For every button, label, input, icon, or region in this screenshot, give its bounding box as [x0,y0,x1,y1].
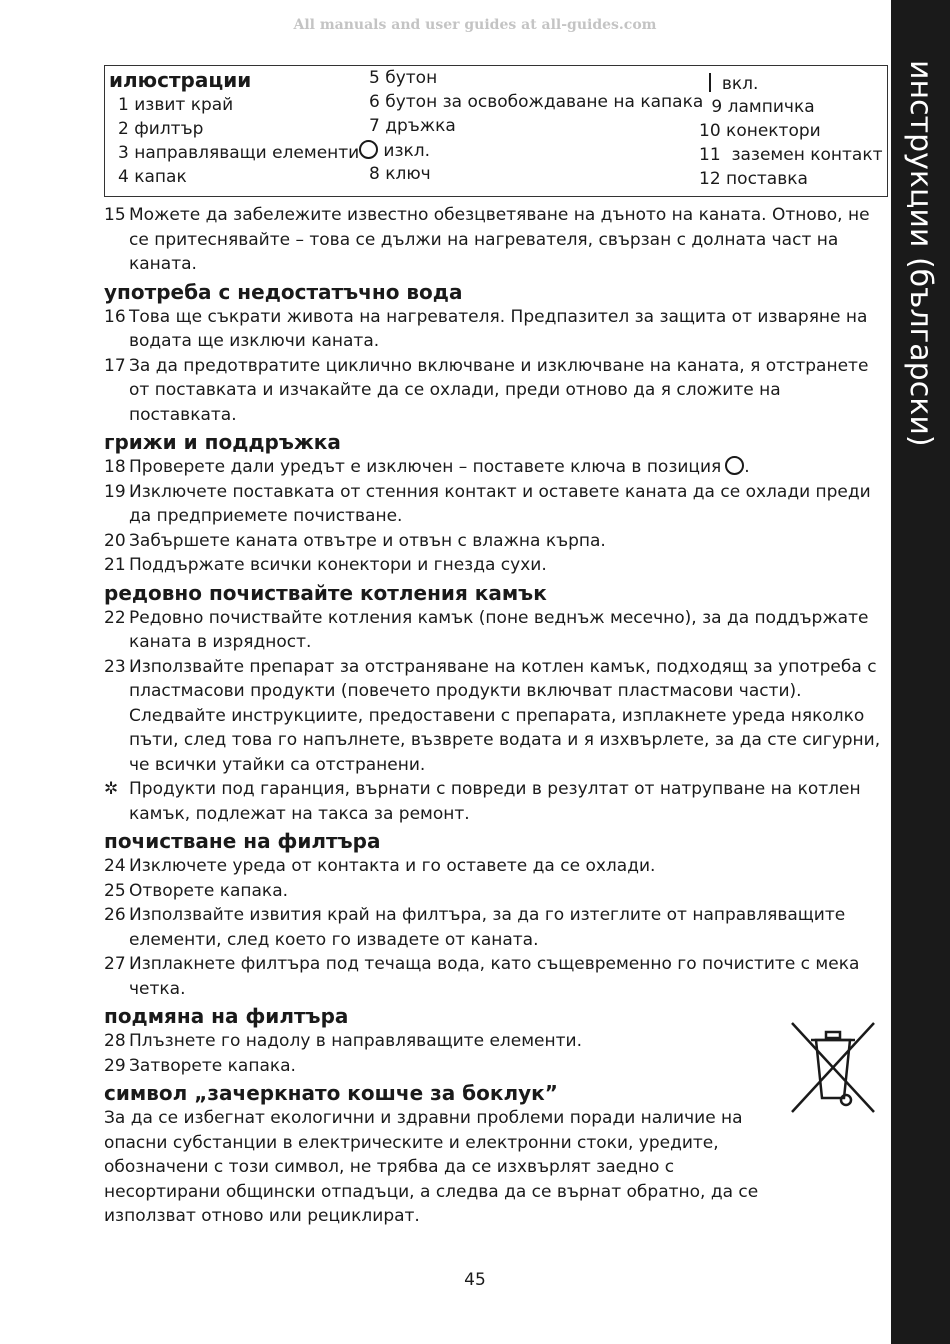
bar-on-icon [709,73,711,92]
legend-title: илюстрации [109,68,252,92]
sidebar-title: инструкции (български) [903,60,938,447]
legend-item: 12 поставка [699,169,808,189]
list-item: 18 Проверете дали уредът е изключен – поставете ключа в позиция . [104,457,750,477]
page-number: 45 [464,1270,486,1290]
list-item: 21 Поддържате всички конектори и гнезда сухи. [104,555,547,575]
legend-item: изкл. [359,140,430,161]
section-heading: подмяна на филтъра [104,1004,349,1028]
main-content [104,203,890,1229]
circle-off-icon [725,456,744,475]
sidebar [891,0,950,1344]
weee-paragraph: За да се избегнат екологични и здравни проблеми поради наличие на опасни субстанции в електрическите и електронни стоки, уредите, обозначени с този символ, не трябва да се изхвърлят заедно с несортирани общински отпадъци, а следва да се върнат обратно, да се използват отново или рециклират. [104,1108,759,1226]
legend-item: 6 бутон за освобождаване на капака [369,92,704,112]
list-item: 20 Забършете каната отвътре и отвън с влажна кърпа. [104,530,606,551]
legend-item: 4 капак [118,167,187,187]
legend-item: 9 лампичка [711,97,815,117]
list-item: 28 Плъзнете го надолу в направляващите елементи. [104,1031,582,1051]
circle-off-icon [359,140,378,159]
list-item: 23 Използвайте препарат за отстраняване на котлен камък, подходящ за употреба с пластмасови продукти (повечето продукти включват пластмасови части). Следвайте инструкциите, предоставени с препарата, изплакнете уреда няколко пъти, след това го напълнете, възврете водата и я изхвърлете, за да сте сигурни, че всички утайки са отстранени. [104,656,881,775]
section-heading: употреба с недостатъчно вода [104,279,463,304]
legend-item: 10 конектори [699,121,821,141]
crossed-out-wheelie-bin-icon [788,1020,878,1115]
list-item: 15 Можете да забележите известно обезцветяване на дъното на каната. Отново, не се притеснявайте – това се дължи на нагревателя, свързан с долната част на каната. [104,205,870,274]
legend-item: 1 извит край [118,95,234,115]
legend-item: 11 заземен контакт [699,145,883,165]
section-heading: почистване на филтъра [104,829,381,853]
section-heading: редовно почиствайте котления камък [104,580,547,605]
legend-item: 2 филтър [118,119,204,139]
note-item: ✲ Продукти под гаранция, върнати с повреди в резултат от натрупване на котлен камък, подлежат на такса за ремонт. [104,777,890,826]
list-item: 16 Това ще съкрати живота на нагревателя. Предпазител за защита от изваряне на водата ще изключи каната. [104,306,868,351]
list-item: 25 Отворете капака. [104,880,289,901]
list-item: 29 Затворете капака. [104,1055,296,1076]
list-item: 26 Използвайте извития край на филтъра, за да го изтеглите от направляващите елементи, след което го извадете от каната. [104,905,846,950]
legend-item: 3 направляващи елементи [118,143,360,163]
watermark: All manuals and user guides at all-guides.com [293,17,657,33]
legend-item: 8 ключ [369,164,431,184]
list-item: 27 Изплакнете филтъра под течаща вода, като същевременно го почистите с мека четка. [104,954,860,999]
legend-item: 7 дръжка [369,116,456,136]
legend-item: вкл. [709,73,758,94]
section-heading: символ „зачеркнато кошче за боклук” [104,1081,558,1105]
list-item: 19 Изключете поставката от стенния контакт и оставете каната да се охлади преди да предприемете почистване. [104,481,871,526]
sun-note-icon: ✲ [104,779,119,799]
legend-item: 5 бутон [369,68,438,88]
illustrations-legend [104,65,888,197]
list-item: 17 За да предотвратите циклично включване и изключване на каната, я отстранете от поставката и изчакайте да се охлади, преди отново да я сложите на поставката. [104,355,869,425]
list-item: 24 Изключете уреда от контакта и го оставете да се охлади. [104,856,656,876]
list-item: 22 Редовно почиствайте котления камък (поне веднъж месечно), за да поддържате каната в изрядност. [104,607,869,652]
section-heading: грижи и поддръжка [104,430,341,454]
